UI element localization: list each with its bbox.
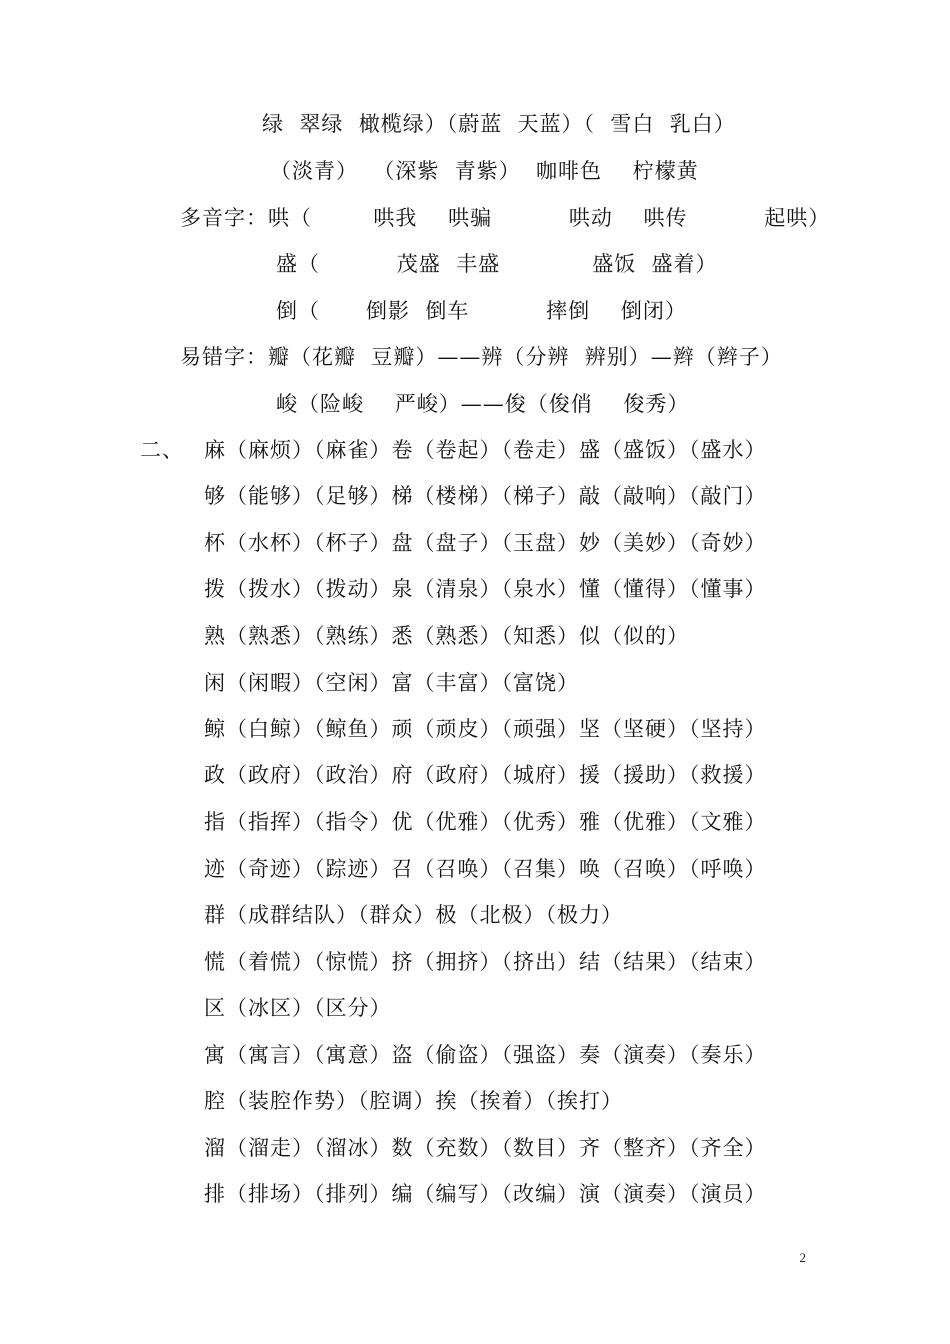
text-line-24: 溜（溜走）（溜冰）数（充数）（数目）齐（整齐）（齐全） (204, 1136, 767, 1160)
text-line-10: 够（能够）（足够）梯（楼梯）（梯子）敲（敲响）（敲门） (204, 484, 767, 508)
text-line-16: 政（政府）（政治）府（政府）（城府）援（援助）（救援） (204, 763, 767, 787)
text-line-23: 腔（装腔作势）（腔调）挨（挨着）（挨打） (204, 1089, 623, 1113)
text-line-12: 拨（拨水）（拨动）泉（清泉）（泉水）懂（懂得）（懂事） (204, 577, 767, 601)
text-line-5: 倒（ 倒影 倒车 摔倒 倒闭） (276, 299, 687, 323)
text-line-13: 熟（熟悉）（熟练）悉（熟悉）（知悉）似（似的） (204, 624, 689, 648)
text-line-7: 峻（险峻 严峻）——俊（俊俏 俊秀） (276, 392, 690, 416)
text-line-15: 鲸（白鲸）（鲸鱼）顽（顽皮）（顽强）坚（坚硬）（坚持） (204, 717, 767, 741)
text-line-21: 区（冰区）（区分） (204, 996, 392, 1020)
text-line-14: 闲（闲暇）（空闲）富（丰富）（富饶） (204, 671, 579, 695)
text-line-6: 易错字：瓣（花瓣 豆瓣）——辨（分辨 辨别）—辫（辫子） (180, 345, 783, 369)
text-line-19: 群（成群结队）（群众）极（北极）（极力） (204, 903, 623, 927)
text-line-2: （淡青） （深紫 青紫） 咖啡色 柠檬黄 (270, 159, 699, 183)
section-marker: 二、 (140, 438, 184, 462)
text-line-22: 寓（寓言）（寓意）盗（偷盗）（强盗）奏（演奏）（奏乐） (204, 1043, 767, 1067)
page-number: 2 (799, 1250, 806, 1265)
text-line-20: 慌（着慌）（惊慌）挤（拥挤）（挤出）结（结果）（结束） (204, 950, 767, 974)
text-line-17: 指（指挥）（指令）优（优雅）（优秀）雅（优雅）（文雅） (204, 810, 767, 834)
text-line-25: 排（排场）（排列）编（编写）（改编）演（演奏）（演员） (204, 1182, 767, 1206)
text-line-9: 麻（麻烦）（麻雀）卷（卷起）（卷走）盛（盛饭）（盛水） (204, 438, 767, 462)
text-line-1: 绿 翠绿 橄榄绿）（蔚蓝 天蓝）（ 雪白 乳白） (262, 112, 736, 136)
text-line-11: 杯（水杯）（杯子）盘（盘子）（玉盘）妙（美妙）（奇妙） (204, 531, 767, 555)
text-line-4: 盛（ 茂盛 丰盛 盛饭 盛着） (276, 252, 718, 276)
text-line-18: 迹（奇迹）（踪迹）召（召唤）（召集）唤（召唤）（呼唤） (204, 857, 767, 881)
text-line-3: 多音字：哄（ 哄我 哄骗 哄动 哄传 起哄） (180, 206, 831, 230)
